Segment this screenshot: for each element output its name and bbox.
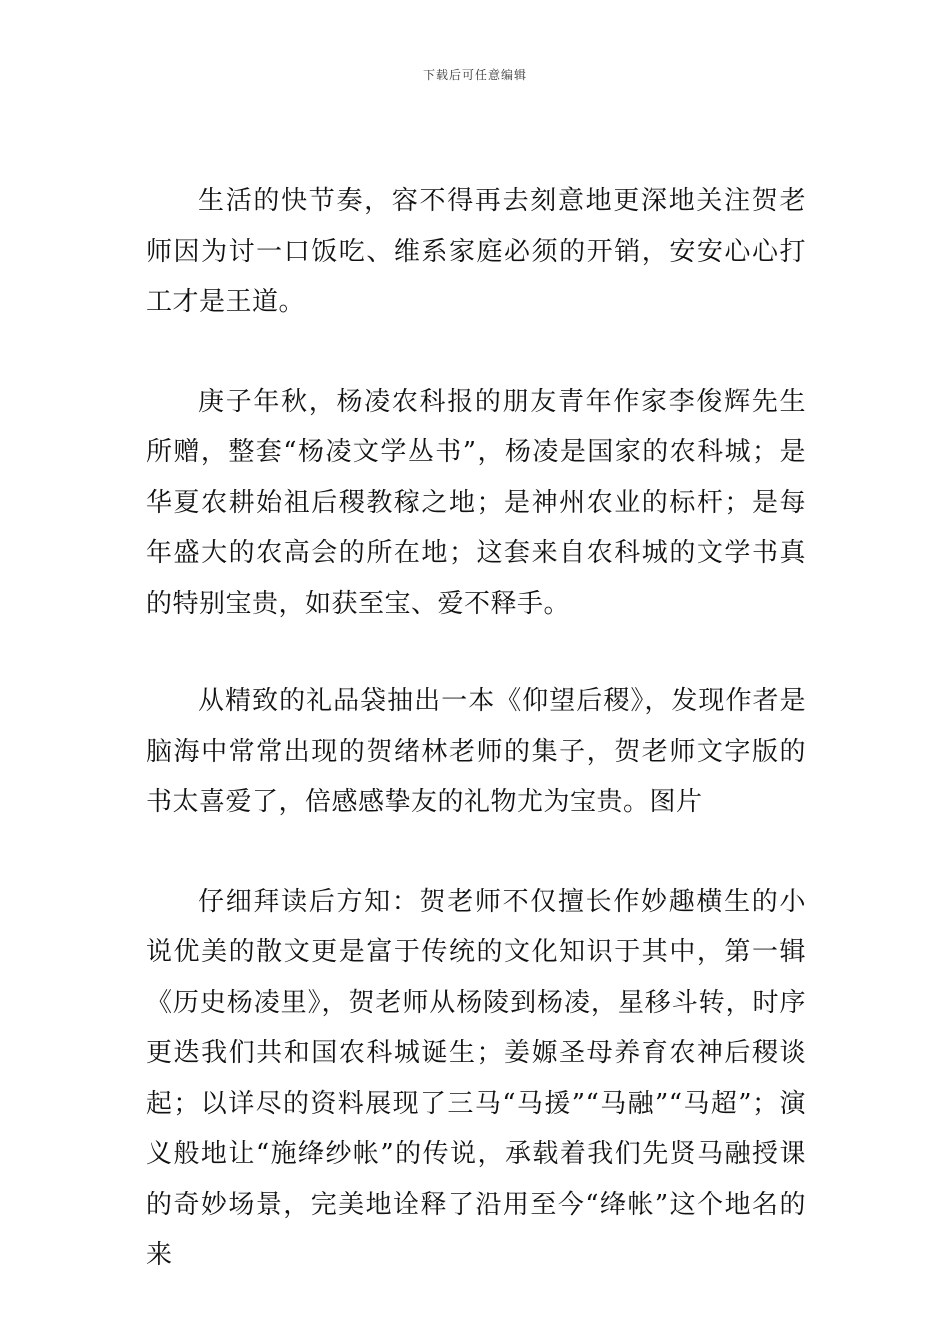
paragraph-4: 仔细拜读后方知：贺老师不仅擅长作妙趣横生的小说优美的散文更是富于传统的文化知识于其中，第一辑《历史杨凌里》，贺老师从杨陵到杨凌，星移斗转，时序更迭我们共和国农科城诞生；姜嫄圣母养育农神后稷谈起；以详尽的资料展现了三马“马援”“马融”“马超”；演义般地让“施绛纱帐”的传说，承载着我们先贤马融授课的奇妙场景，完美地诠释了沿用至今“绛帐”这个地名的来 [146,886,806,1270]
paragraph-2: 庚子年秋，杨凌农科报的朋友青年作家李俊辉先生所赠，整套“杨凌文学丛书”，杨凌是国家的农科城；是华夏农耕始祖后稷教稼之地；是神州农业的标杆；是每年盛大的农高会的所在地；这套来自农科城的文学书真的特别宝贵，如获至宝、爱不释手。 [146,386,806,619]
page-header: 下载后可任意编辑 [422,68,527,82]
document-body [146,176,806,1281]
paragraph-1: 生活的快节奏，容不得再去刻意地更深地关注贺老师因为讨一口饭吃、维系家庭必须的开销，安安心心打工才是王道。 [146,186,806,317]
paragraph-3: 从精致的礼品袋抽出一本《仰望后稷》，发现作者是脑海中常常出现的贺绪林老师的集子，贺老师文字版的书太喜爱了，倍感感挚友的礼物尤为宝贵。图片 [146,686,806,817]
